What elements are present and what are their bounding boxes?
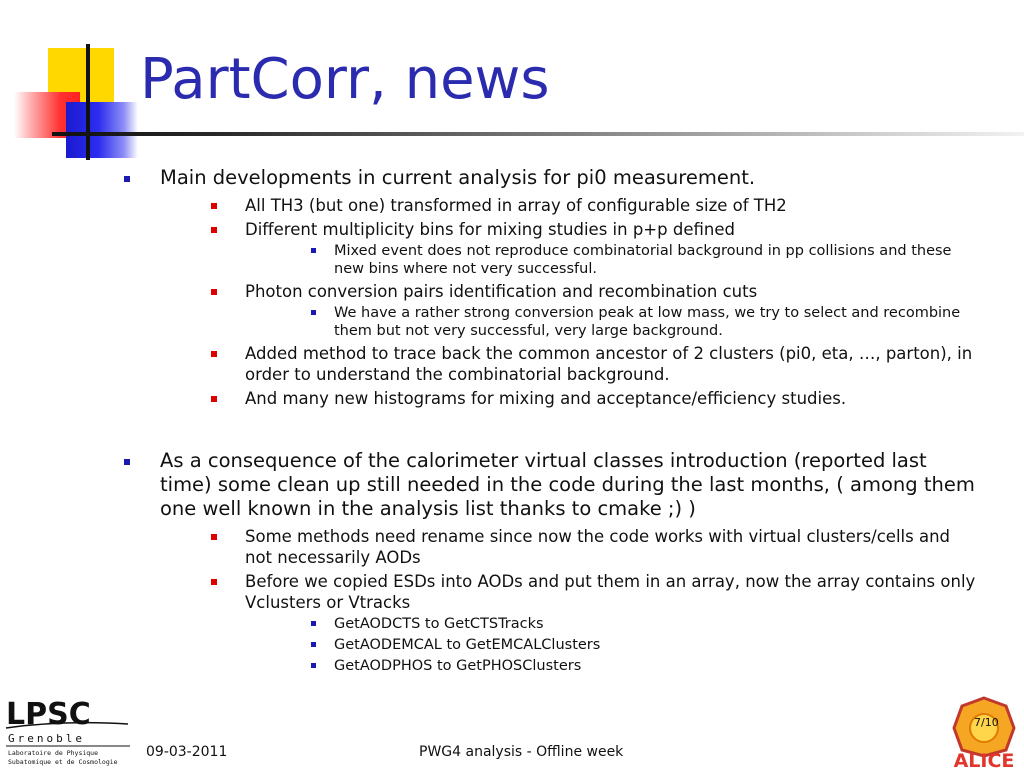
bullet-item — [120, 166, 980, 409]
sub-sub-bullet-item — [205, 615, 980, 633]
square-bullet-icon — [211, 534, 217, 540]
sub-bullet-text: Photon conversion pairs identification and recombination cuts — [245, 282, 758, 301]
sub-sub-bullet-item — [205, 304, 980, 340]
sub-bullet-text: And many new histograms for mixing and acceptance/efficiency studies. — [245, 389, 847, 408]
square-bullet-icon — [211, 579, 217, 585]
sub-sub-bullet-list — [205, 304, 980, 340]
lpsc-logo-line3: Subatomique et de Cosmologie — [8, 758, 118, 766]
sub-bullet-text: Different multiplicity bins for mixing studies in p+p defined — [245, 220, 735, 239]
slide-number: 7/10 — [974, 716, 999, 729]
sub-bullet-text: Some methods need rename since now the code works with virtual clusters/cells and not necessarily AODs — [245, 527, 951, 567]
lpsc-logo-name: LPSC — [6, 697, 91, 732]
square-bullet-icon — [311, 310, 316, 315]
square-bullet-icon — [311, 248, 316, 253]
alice-logo — [944, 692, 1024, 768]
sub-sub-bullet-text: We have a rather strong conversion peak at low mass, we try to select and recombine them but not very successful, very large background. — [334, 305, 961, 339]
alice-logo-name: ALICE — [953, 750, 1015, 768]
sub-sub-bullet-text: GetAODEMCAL to GetEMCALClusters — [334, 637, 601, 653]
bullet-spacer — [120, 413, 980, 449]
sub-sub-bullet-text: GetAODPHOS to GetPHOSClusters — [334, 658, 582, 674]
sub-bullet-item — [160, 343, 980, 385]
square-bullet-icon — [211, 289, 217, 295]
slide-title: PartCorr, news — [140, 47, 550, 112]
sub-bullet-text: All TH3 (but one) transformed in array of configurable size of TH2 — [245, 196, 787, 215]
lpsc-logo-line2: Laboratoire de Physique — [8, 749, 99, 757]
square-bullet-icon — [124, 176, 130, 182]
lpsc-logo — [2, 690, 134, 766]
sub-sub-bullet-text: GetAODCTS to GetCTSTracks — [334, 616, 544, 632]
sub-bullet-item — [160, 388, 980, 409]
sub-sub-bullet-item — [205, 242, 980, 278]
sub-sub-bullet-item — [205, 636, 980, 654]
lpsc-logo-city: Grenoble — [8, 732, 85, 745]
square-bullet-icon — [311, 642, 316, 647]
square-bullet-icon — [211, 227, 217, 233]
title-underline — [52, 132, 1024, 136]
bullet-text: Main developments in current analysis for pi0 measurement. — [160, 166, 756, 189]
sub-bullet-text: Before we copied ESDs into AODs and put them in an array, now the array contains only Vclusters or Vtracks — [245, 572, 976, 612]
sub-bullet-item — [160, 219, 980, 278]
sub-bullet-list — [160, 195, 980, 409]
square-bullet-icon — [311, 663, 316, 668]
sub-bullet-text: Added method to trace back the common ancestor of 2 clusters (pi0, eta, …, parton), in order to understand the combinatorial background. — [245, 344, 973, 384]
sub-sub-bullet-list — [205, 242, 980, 278]
bullet-text: As a consequence of the calorimeter virtual classes introduction (reported last time) some clean up still needed in the code during the last months, ( among them one well known in the analysis list thanks to cmake ;) ) — [160, 449, 975, 520]
sub-sub-bullet-text: Mixed event does not reproduce combinatorial background in pp collisions and these new bins where not very successful. — [334, 243, 952, 277]
square-bullet-icon — [211, 396, 217, 402]
sub-bullet-item — [160, 526, 980, 568]
sub-bullet-item — [160, 571, 980, 675]
bullet-item — [120, 449, 980, 675]
sub-bullet-list — [160, 526, 980, 675]
sub-sub-bullet-item — [205, 657, 980, 675]
square-bullet-icon — [311, 621, 316, 626]
footer-date: 09-03-2011 — [146, 744, 228, 760]
sub-bullet-item — [160, 281, 980, 340]
decor-vertical-line — [86, 44, 90, 160]
bullet-list — [120, 166, 980, 675]
decor-blue-square — [66, 102, 138, 158]
slide-content — [120, 166, 980, 679]
sub-bullet-item — [160, 195, 980, 216]
footer-title: PWG4 analysis - Offline week — [419, 744, 624, 760]
square-bullet-icon — [211, 203, 217, 209]
sub-sub-bullet-list — [205, 615, 980, 675]
square-bullet-icon — [211, 351, 217, 357]
square-bullet-icon — [124, 459, 130, 465]
